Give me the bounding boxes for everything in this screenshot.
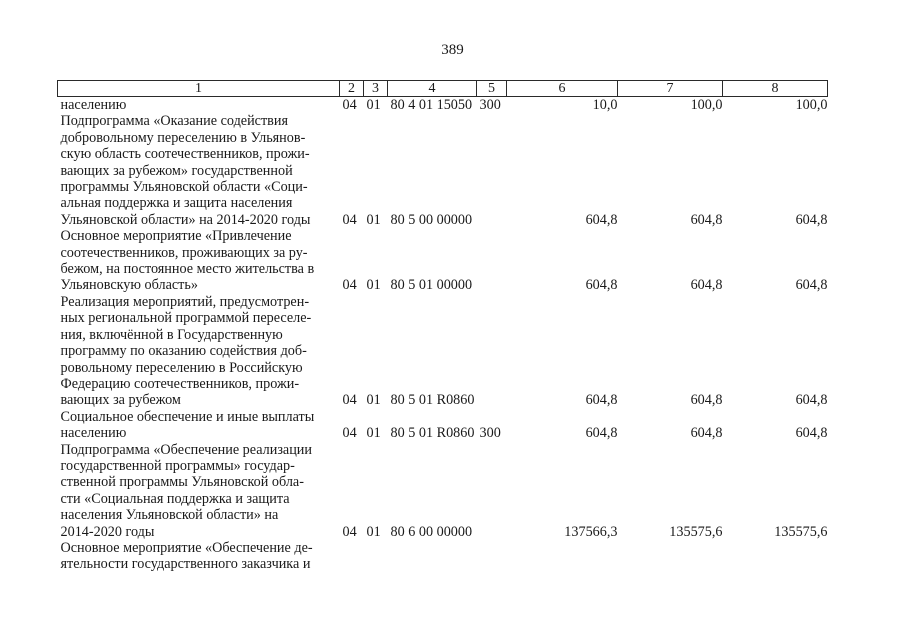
section-code: 04 (342, 523, 357, 540)
page-number: 389 (441, 42, 464, 58)
amount-col-6: 10,0 (592, 97, 618, 113)
amount-col-6: 604,8 (585, 277, 618, 294)
section-code: 04 (342, 425, 357, 442)
table-row (58, 540, 828, 573)
row-name (58, 97, 340, 114)
amount-col-8: 604,8 (795, 277, 828, 294)
amount-col-8: 135575,6 (774, 523, 828, 540)
subsection-code: 01 (366, 97, 381, 113)
row-name-line: сти «Социальная поддержка и защита (60, 490, 290, 507)
column-header-4: 4 (388, 81, 477, 97)
target-article-code: 80 5 01 00000 (390, 277, 473, 294)
expense-type-code (477, 442, 507, 540)
column-header-7: 7 (618, 81, 723, 97)
amount-col-7: 135575,6 (669, 523, 723, 540)
target-article-code: 80 5 01 R0860 (390, 392, 475, 409)
amount-col-7: 604,8 (690, 211, 723, 228)
row-name (58, 409, 340, 442)
row-name-line: государственной программы» государ- (60, 457, 295, 474)
table-row (58, 113, 828, 228)
row-name-line: ровольному переселению в Российскую (60, 359, 303, 376)
target-article-code: 80 5 01 R0860 (390, 425, 475, 442)
column-header-2: 2 (340, 81, 364, 97)
subsection-code: 01 (366, 277, 381, 294)
amount-col-8: 604,8 (795, 211, 828, 228)
expense-type-code (477, 228, 507, 294)
row-name-line: вающих за рубежом (60, 392, 181, 409)
table-row (58, 442, 828, 540)
row-name (58, 113, 340, 228)
subsection-code: 01 (366, 523, 381, 540)
row-name-line: Основное мероприятие «Привлечение (60, 228, 292, 245)
row-name-line: Основное мероприятие «Обеспечение де- (60, 539, 313, 556)
subsection-code: 01 (366, 425, 381, 442)
amount-col-7: 604,8 (690, 277, 723, 294)
row-name-line: добровольному переселению в Ульянов- (60, 129, 306, 146)
amount-col-6: 137566,3 (564, 523, 618, 540)
budget-table (57, 80, 828, 573)
amount-col-6 (507, 540, 618, 573)
row-name-line: ных региональной программой переселе- (60, 310, 312, 327)
table-row (58, 228, 828, 294)
row-name-line: ятельности государственного заказчика и (60, 556, 311, 573)
row-name-line: 2014-2020 годы (60, 523, 155, 540)
row-name-line: альная поддержка и защита населения (60, 195, 293, 212)
row-name-line: Ульяновскую область» (60, 277, 198, 294)
amount-col-8 (723, 540, 828, 573)
table-row (58, 294, 828, 409)
expense-type-code (477, 294, 507, 409)
row-name-line: соотечественников, проживающих за ру- (60, 244, 308, 261)
row-name (58, 540, 340, 573)
amount-col-8: 100,0 (795, 97, 828, 113)
target-article-code (388, 540, 477, 573)
row-name-line: Социальное обеспечение и иные выплаты (60, 408, 315, 425)
row-name (58, 294, 340, 409)
target-article-code: 80 5 00 00000 (390, 211, 473, 228)
amount-col-8: 604,8 (795, 425, 828, 442)
table-body (58, 97, 828, 573)
row-name-line: бежом, на постоянное место жительства в (60, 261, 315, 278)
row-name-line: ственной программы Ульяновской обла- (60, 474, 304, 491)
row-name-line: Ульяновской области» на 2014-2020 годы (60, 211, 311, 228)
row-name (58, 442, 340, 540)
row-name (58, 228, 340, 294)
section-code: 04 (342, 277, 357, 294)
amount-col-7: 100,0 (690, 97, 723, 113)
column-header-3: 3 (364, 81, 388, 97)
target-article-code: 80 4 01 15050 (390, 97, 473, 113)
amount-col-6: 604,8 (585, 425, 618, 442)
header-row (58, 81, 828, 97)
row-name-line: Реализация мероприятий, предусмотрен- (60, 293, 310, 310)
expense-type-code (477, 540, 507, 573)
row-name-line: населению (60, 97, 127, 113)
row-name-line: населению (60, 425, 127, 442)
table-row (58, 97, 828, 114)
amount-col-7 (618, 540, 723, 573)
subsection-code: 01 (366, 211, 381, 228)
amount-col-6: 604,8 (585, 392, 618, 409)
target-article-code: 80 6 00 00000 (390, 523, 473, 540)
row-name-line: скую область соотечественников, прожи- (60, 146, 310, 163)
row-name-line: Подпрограмма «Обеспечение реализации (60, 441, 312, 458)
expense-type-code (477, 113, 507, 228)
column-header-1: 1 (58, 81, 340, 97)
subsection-code (364, 540, 388, 573)
expense-type-code: 300 (479, 97, 501, 113)
amount-col-8: 604,8 (795, 392, 828, 409)
expense-type-code: 300 (479, 425, 501, 442)
row-name-line: вающих за рубежом» государственной (60, 162, 293, 179)
row-name-line: ния, включённой в Государственную (60, 326, 283, 343)
amount-col-6: 604,8 (585, 211, 618, 228)
subsection-code: 01 (366, 392, 381, 409)
section-code (340, 540, 364, 573)
section-code: 04 (342, 392, 357, 409)
row-name-line: Подпрограмма «Оказание содействия (60, 113, 288, 130)
column-header-8: 8 (723, 81, 828, 97)
row-name-line: Федерацию соотечественников, прожи- (60, 375, 300, 392)
amount-col-7: 604,8 (690, 425, 723, 442)
amount-col-7: 604,8 (690, 392, 723, 409)
column-header-6: 6 (507, 81, 618, 97)
table-row (58, 409, 828, 442)
row-name-line: программу по оказанию содействия доб- (60, 343, 307, 360)
row-name-line: населения Ульяновской области» на (60, 507, 279, 524)
column-header-5: 5 (477, 81, 507, 97)
row-name-line: программы Ульяновской области «Соци- (60, 179, 308, 196)
section-code: 04 (342, 211, 357, 228)
section-code: 04 (342, 97, 357, 113)
